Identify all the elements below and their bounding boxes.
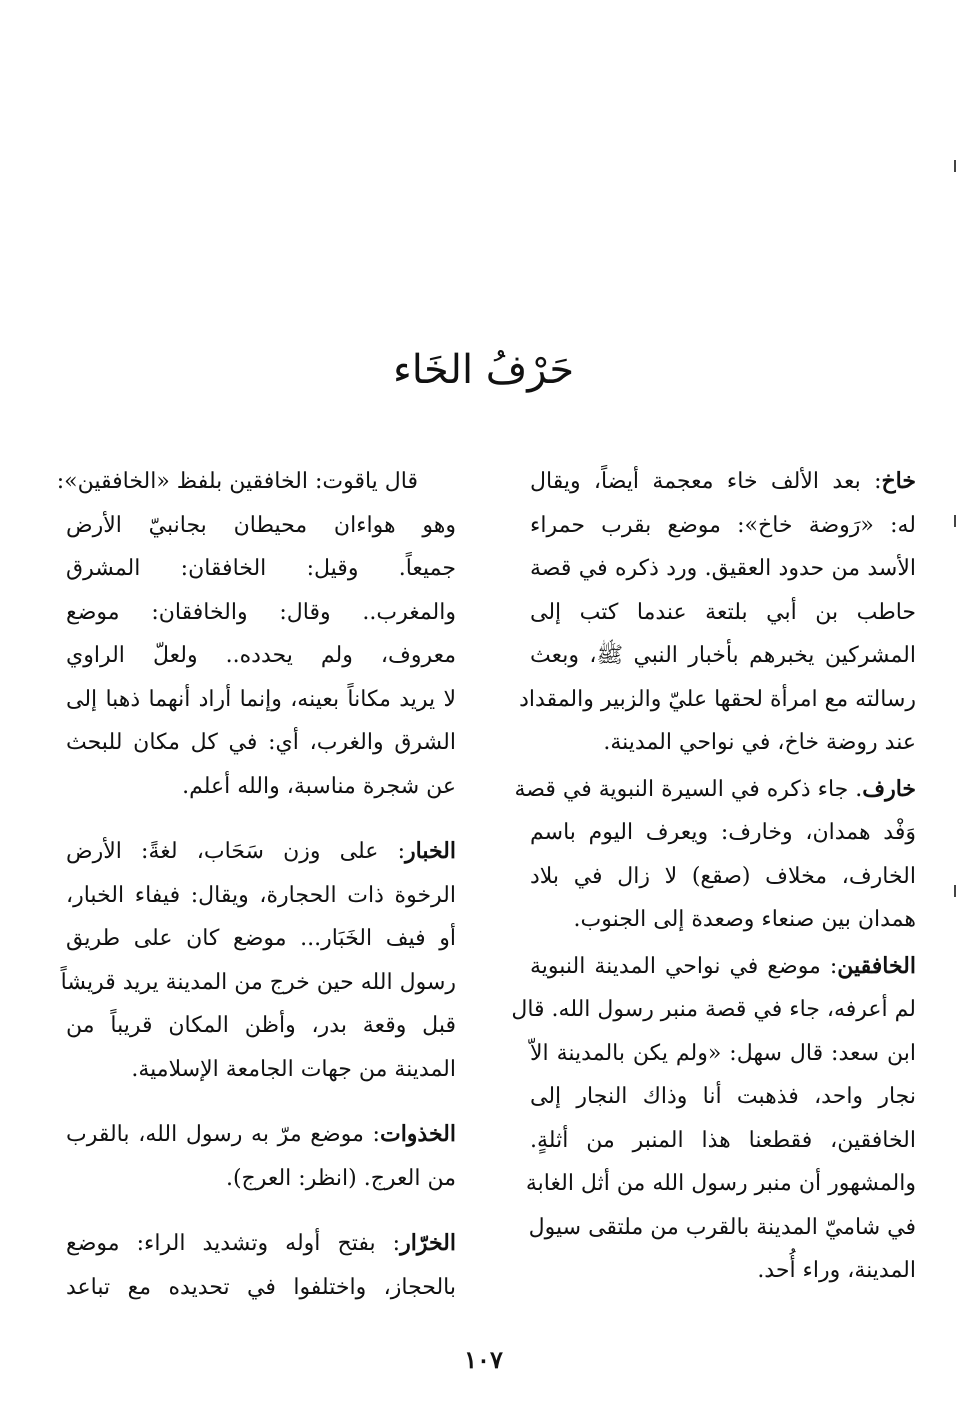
line-text: له: «رَوضة خاخ»: موضع بقرب حمراء — [530, 512, 916, 538]
text-line — [66, 874, 456, 918]
text-line — [525, 1162, 916, 1206]
line-text: جميعاً. وقيل: الخافقان: المشرق — [66, 556, 456, 581]
text-line — [66, 591, 456, 635]
line-text: والمشهور أن منبر رسول الله من أثل الغابة — [525, 1171, 916, 1196]
text-line — [66, 917, 456, 961]
line-text: : بعد الألف خاء معجمة أيضاً، ويقال — [530, 469, 882, 494]
text-line — [530, 811, 916, 855]
text-line — [530, 591, 916, 635]
text-line — [60, 961, 456, 1005]
line-text: حاطب بن أبي بلتعة عندما كتب إلى — [530, 599, 916, 625]
entry-headword: خاخ — [881, 468, 916, 494]
text-line — [66, 1004, 456, 1048]
text-line — [66, 547, 456, 591]
line-text: رسول الله حين خرج من المدينة يريد قريشاً — [60, 969, 456, 995]
text-line — [530, 898, 916, 942]
line-text: : موضع في نواحي المدينة النبوية — [530, 953, 838, 979]
text-line — [530, 1119, 916, 1163]
text-line — [530, 460, 916, 504]
text-line — [530, 721, 916, 765]
entry-headword: الخافقين — [837, 952, 916, 979]
line-text: قبل وقعة بدر، وأظن المكان قريباً من — [66, 1013, 456, 1038]
text-line — [514, 768, 916, 812]
text-line — [66, 1266, 456, 1310]
text-line — [530, 1206, 916, 1250]
line-text: بالحجاز، واختلفوا في تحديده مع تباعد — [66, 1274, 456, 1300]
line-text: : موضع مرّ به رسول الله، بالقرب — [66, 1122, 380, 1147]
entry-headword: الخذوات — [379, 1121, 456, 1147]
line-text: والمغرب.. وقال: والخافقان: موضع — [66, 599, 456, 625]
text-line — [66, 1048, 456, 1092]
text-line — [66, 1113, 456, 1157]
line-text: عن شجرة مناسبة، والله أعلم. — [182, 773, 456, 799]
line-text: وَفْد همدان، وخارف: ويعرف اليوم باسم — [530, 820, 916, 845]
entry-paragraph — [519, 460, 916, 765]
line-text: عند روضة خاخ، في نواحي المدينة. — [603, 730, 916, 755]
text-line — [530, 855, 916, 899]
text-line — [530, 1075, 916, 1119]
line-text: وهو هواءان محيطان بجانبيّ الأرض — [66, 512, 456, 538]
text-line — [519, 678, 916, 722]
line-text: رسالته مع امرأة لحقها عليّ والزبير والمقداد — [519, 686, 916, 712]
line-text: : على وزن سَحَاب، لغةً: الأرض — [66, 839, 406, 864]
line-text: الخارف، مخلاف (صقع) لا زال في بلاد — [530, 863, 916, 889]
text-line — [66, 634, 456, 678]
line-text: المشركين يخبرهم بأخبار النبي ﷺ، وبعث — [530, 643, 916, 668]
text-line — [530, 634, 916, 678]
text-line — [66, 765, 456, 809]
entry-headword: الخبار — [405, 838, 456, 864]
scan-mark — [954, 160, 956, 172]
right-column — [511, 460, 916, 1296]
entry-headword: الخرّار — [400, 1230, 456, 1256]
text-line — [66, 830, 456, 874]
text-line — [511, 988, 916, 1032]
text-line — [530, 1032, 916, 1076]
line-text: الرخوة ذات الحجارة، ويقال: فيفاء الخبار، — [66, 882, 456, 908]
line-text: المدينة، وراء أُحد. — [757, 1258, 916, 1283]
text-line — [56, 460, 456, 504]
scan-mark — [954, 515, 956, 527]
line-text: معروف، ولم يحدده.. ولعلّ الراوي — [66, 643, 456, 668]
entry-paragraph — [511, 945, 916, 1293]
line-text: همدان بين صنعاء وصعدة إلى الجنوب. — [573, 907, 916, 932]
entry-paragraph — [514, 768, 916, 942]
entry-paragraph — [56, 460, 456, 808]
text-line — [66, 721, 456, 765]
line-text: أو فيف الخَبَار... موضع كان على طريق — [66, 926, 456, 951]
line-text: الأسد من حدود العقيق. ورد ذكره في قصة — [530, 556, 916, 581]
text-line — [530, 1249, 916, 1293]
text-line — [530, 547, 916, 591]
text-line — [66, 504, 456, 548]
text-line — [530, 945, 916, 989]
line-text: من العرج. (انظر: العرج). — [225, 1165, 456, 1191]
line-text: الشرق والغرب، أي: في كل مكان للبحث — [66, 730, 456, 755]
line-text: : بفتح أوله وتشديد الراء: موضع — [66, 1231, 401, 1256]
chapter-title: حَرْفُ الخَاء — [392, 347, 575, 393]
line-text: في شاميّ المدينة بالقرب من ملتقى سيول — [528, 1214, 916, 1240]
line-text: نجار واحد، فذهبت أنا وذاك النجار إلى — [530, 1084, 916, 1109]
text-line — [66, 678, 456, 722]
entry-paragraph — [66, 1113, 456, 1200]
line-text: لم أعرفه، جاء في قصة منبر رسول الله. قال — [511, 997, 916, 1022]
line-text: المدينة من جهات الجامعة الإسلامية. — [131, 1056, 456, 1082]
entry-paragraph — [60, 830, 456, 1091]
text-line — [66, 1157, 456, 1201]
text-line — [530, 504, 916, 548]
page-number: ١٠٧ — [464, 1345, 503, 1374]
entry-paragraph — [66, 1222, 456, 1309]
line-text: الخافقين، فقطعنا هذا المنبر من أثلةٍ. — [530, 1127, 916, 1153]
line-text: . جاء ذكره في السيرة النبوية في قصة — [514, 776, 863, 802]
line-text: قال ياقوت: الخافقين بلفظ «الخافقين»: — [56, 469, 418, 494]
line-text: لا يريد مكاناً بعينه، وإنما أراد أنهما ذهبا إلى — [66, 686, 456, 712]
scan-mark — [954, 885, 956, 897]
left-column — [56, 460, 456, 1331]
line-text: ابن سعد: قال سهل: «ولم يكن بالمدينة الاّ — [530, 1040, 916, 1066]
entry-headword: خارف — [862, 775, 916, 802]
text-line — [66, 1222, 456, 1266]
